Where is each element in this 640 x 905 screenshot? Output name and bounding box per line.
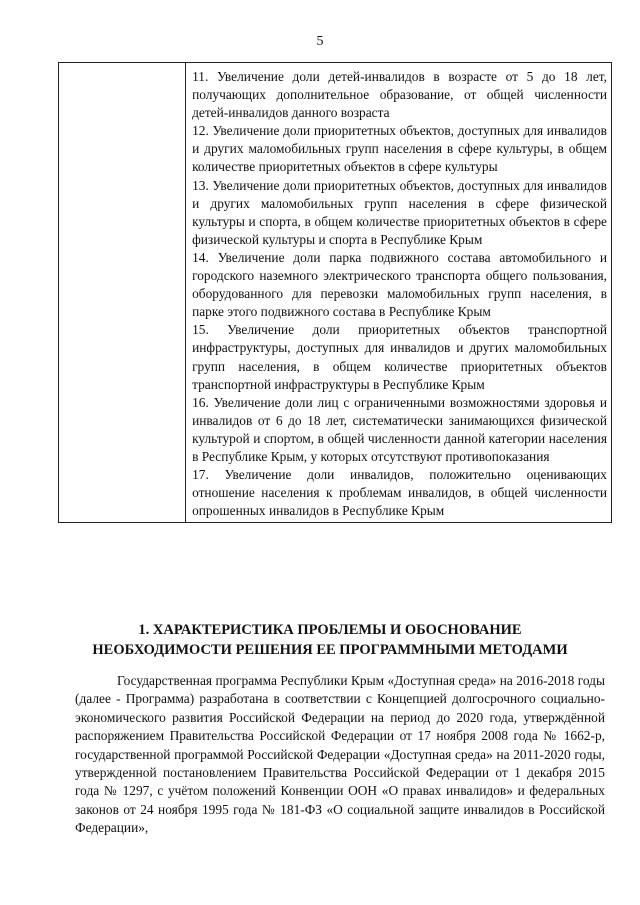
table-left-column	[59, 63, 186, 522]
section-title	[60, 620, 600, 660]
section-title-line: НЕОБХОДИМОСТИ РЕШЕНИЯ ЕЕ ПРОГРАММНЫМИ МЕТОДАМИ	[92, 642, 568, 658]
page-number: 5	[316, 34, 324, 49]
table-right-column	[186, 63, 611, 522]
indicator-item: 12. Увеличение доли приоритетных объектов, доступных для инвалидов и других маломобильных групп населения в сфере культуры, в общем количестве приоритетных объектов в сфере культуры	[192, 123, 607, 175]
indicator-item: 13. Увеличение доли приоритетных объектов, доступных для инвалидов и других маломобильных групп населения в сфере физической культуры и спорта, в общем количестве приоритетных объектов в сфере физической культуры и спорта в Республике Крым	[192, 177, 607, 247]
indicators-table	[58, 62, 612, 523]
indicator-item: 14. Увеличение доли парка подвижного состава автомобильного и городского наземного электрического транспорта общего пользования, оборудованного для перевозки маломобильных групп населения, в парке этого подвижного состава в Республике Крым	[192, 249, 607, 320]
section-title-line: 1. ХАРАКТЕРИСТИКА ПРОБЛЕМЫ И ОБОСНОВАНИЕ	[138, 622, 522, 638]
indicator-item: 17. Увеличение доли инвалидов, положительно оценивающих отношение населения к проблемам инвалидов, в общей численности опрошенных инвалидов в Республике Крым	[192, 467, 607, 519]
indicator-item: 11. Увеличение доли детей-инвалидов в возрасте от 5 до 18 лет, получающих дополнительное образование, от общей численности детей-инвалидов данного возраста	[192, 69, 607, 121]
body-paragraph: Государственная программа Республики Крым «Доступная среда» на 2016-2018 годы (далее - Программа) разработана в соответствии с Концепцией долгосрочного социально-экономического развития Российской Федерации на период до 2020 года, утверждённой распоряжением Правительства Российской Федерации от 17 ноября 2008 года № 1662-р, государственной программой Российской Федерации «Доступная среда» на 2011-2020 годы, утвержденной постановлением Правительства Российской Федерации от 1 декабря 2015 года № 1297, с учётом положений Конвенции ООН «О правах инвалидов» и федеральных законов от 24 ноября 1995 года № 181-ФЗ «О социальной защите инвалидов в Российской Федерации»,	[75, 673, 605, 836]
indicator-item: 16. Увеличение доли лиц с ограниченными возможностями здоровья и инвалидов от 6 до 18 лет, систематически занимающихся физической культурой и спортом, в общей численности данной категории населения в Республике Крым, у которых отсутствуют противопоказания	[192, 394, 607, 464]
indicator-item: 15. Увеличение доли приоритетных объектов транспортной инфраструктуры, доступных для инвалидов и других маломобильных групп населения, в общем количестве приоритетных объектов транспортной инфраструктуры в Республике Крым	[192, 322, 607, 392]
